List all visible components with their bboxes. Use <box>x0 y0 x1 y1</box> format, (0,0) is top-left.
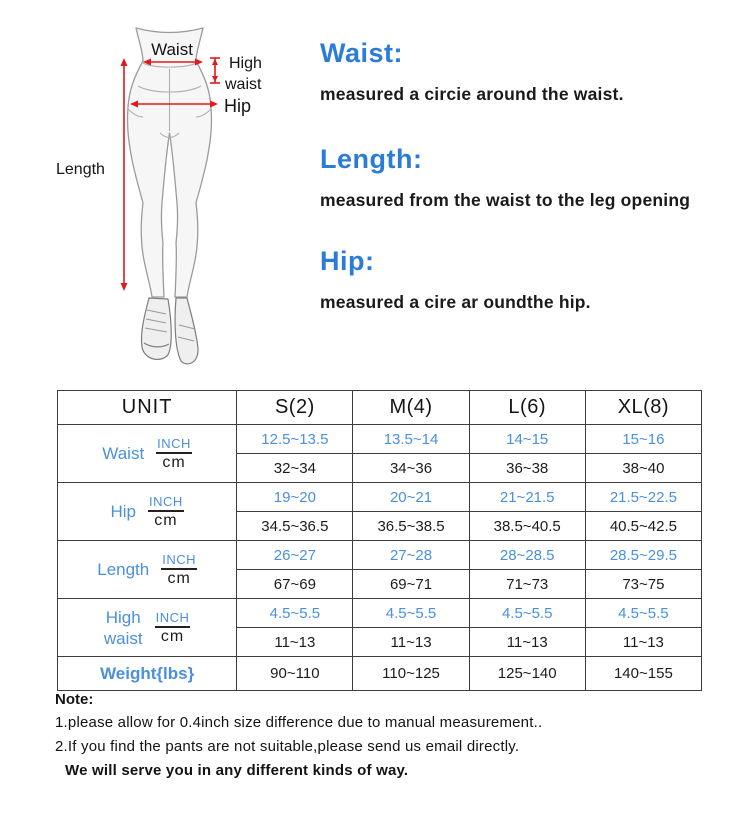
waist-inch-row <box>58 425 702 454</box>
table-cell: 34~36 <box>353 454 469 483</box>
table-cell: 34.5~36.5 <box>237 512 353 541</box>
table-cell: 4.5~5.5 <box>237 599 353 628</box>
high-waist-unit-fraction: $\frac{\text{INCH}}{cm}$ <box>155 609 190 645</box>
table-cell: 110~125 <box>353 657 469 691</box>
high-waist-arrow <box>210 58 220 83</box>
table-cell: 4.5~5.5 <box>469 599 585 628</box>
size-header-m: M(4) <box>353 391 469 425</box>
waist-row-label: Waist <box>102 444 145 463</box>
high-waist-diagram-label-line1: High <box>229 55 262 72</box>
length-term: Length: <box>320 144 423 174</box>
measurement-diagram <box>40 5 310 377</box>
table-cell: 11~13 <box>585 628 701 657</box>
length-row-label: Length <box>97 560 150 579</box>
hip-unit-fraction: $\frac{\text{INCH}}{cm}$ <box>149 493 183 529</box>
table-cell: 11~13 <box>469 628 585 657</box>
table-cell: 71~73 <box>469 570 585 599</box>
table-cell: 125~140 <box>469 657 585 691</box>
length-row-label-cell <box>58 541 237 599</box>
definition-length <box>320 144 740 211</box>
waist-unit-fraction: $\frac{\text{INCH}}{cm}$ <box>157 435 191 471</box>
high-waist-row-label-cell <box>58 599 237 657</box>
table-cell: 40.5~42.5 <box>585 512 701 541</box>
waist-diagram-label: Waist <box>151 40 193 59</box>
table-cell: 19~20 <box>237 483 353 512</box>
hip-row-label: Hip <box>110 502 136 521</box>
table-cell: 20~21 <box>353 483 469 512</box>
table-cell: 38.5~40.5 <box>469 512 585 541</box>
table-cell: 21.5~22.5 <box>585 483 701 512</box>
length-diagram-label: Length <box>56 161 105 178</box>
note-line-3: We will serve you in any different kinds of way. <box>65 762 409 779</box>
hip-row-label-cell <box>58 483 237 541</box>
table-cell: 28~28.5 <box>469 541 585 570</box>
table-cell: 4.5~5.5 <box>353 599 469 628</box>
table-cell: 69~71 <box>353 570 469 599</box>
table-cell: 36.5~38.5 <box>353 512 469 541</box>
table-cell: 11~13 <box>237 628 353 657</box>
table-cell: 27~28 <box>353 541 469 570</box>
size-header-xl: XL(8) <box>585 391 701 425</box>
high-waist-inch-row <box>58 599 702 628</box>
size-table-header-row <box>58 391 702 425</box>
length-inch-row <box>58 541 702 570</box>
weight-row <box>58 657 702 691</box>
definitions-block <box>320 0 740 380</box>
length-unit-fraction: $\frac{\text{INCH}}{cm}$ <box>162 551 197 587</box>
waist-description: measured a circie around the waist. <box>320 84 624 104</box>
table-cell: 12.5~13.5 <box>237 425 353 454</box>
table-cell: 38~40 <box>585 454 701 483</box>
size-header-s: S(2) <box>237 391 353 425</box>
waist-term: Waist: <box>320 38 403 68</box>
length-arrow <box>121 58 128 291</box>
high-waist-diagram-label-line2: waist <box>225 76 262 93</box>
table-cell: 13.5~14 <box>353 425 469 454</box>
length-description: measured from the waist to the leg opening <box>320 190 691 210</box>
table-cell: 4.5~5.5 <box>585 599 701 628</box>
table-cell: 140~155 <box>585 657 701 691</box>
definition-waist <box>320 38 740 105</box>
hip-description: measured a cire ar oundthe hip. <box>320 292 591 312</box>
weight-row-label: Weight{lbs} <box>58 657 237 691</box>
table-cell: 15~16 <box>585 425 701 454</box>
hip-inch-row <box>58 483 702 512</box>
table-cell: 28.5~29.5 <box>585 541 701 570</box>
note-title: Note: <box>55 691 94 708</box>
note-line-2: 2.If you find the pants are not suitable,please send us email directly. <box>55 738 520 755</box>
table-cell: 67~69 <box>237 570 353 599</box>
table-cell: 36~38 <box>469 454 585 483</box>
notes-block <box>55 691 705 786</box>
table-cell: 21~21.5 <box>469 483 585 512</box>
hip-diagram-label: Hip <box>224 96 252 116</box>
table-cell: 26~27 <box>237 541 353 570</box>
waist-row-label-cell <box>58 425 237 483</box>
body-sketch <box>128 28 212 297</box>
sneakers-sketch <box>141 298 198 364</box>
unit-header-cell: UNIT <box>58 391 237 425</box>
table-cell: 32~34 <box>237 454 353 483</box>
definition-hip <box>320 246 740 313</box>
table-cell: 11~13 <box>353 628 469 657</box>
table-cell: 14~15 <box>469 425 585 454</box>
size-header-l: L(6) <box>469 391 585 425</box>
high-waist-row-label: High waist <box>103 607 143 648</box>
leggings-figure-illustration <box>40 5 310 377</box>
table-cell: 90~110 <box>237 657 353 691</box>
table-cell: 73~75 <box>585 570 701 599</box>
hip-term: Hip: <box>320 246 375 276</box>
note-line-1: 1.please allow for 0.4inch size difference due to manual measurement.. <box>55 714 543 731</box>
size-table <box>57 390 702 691</box>
